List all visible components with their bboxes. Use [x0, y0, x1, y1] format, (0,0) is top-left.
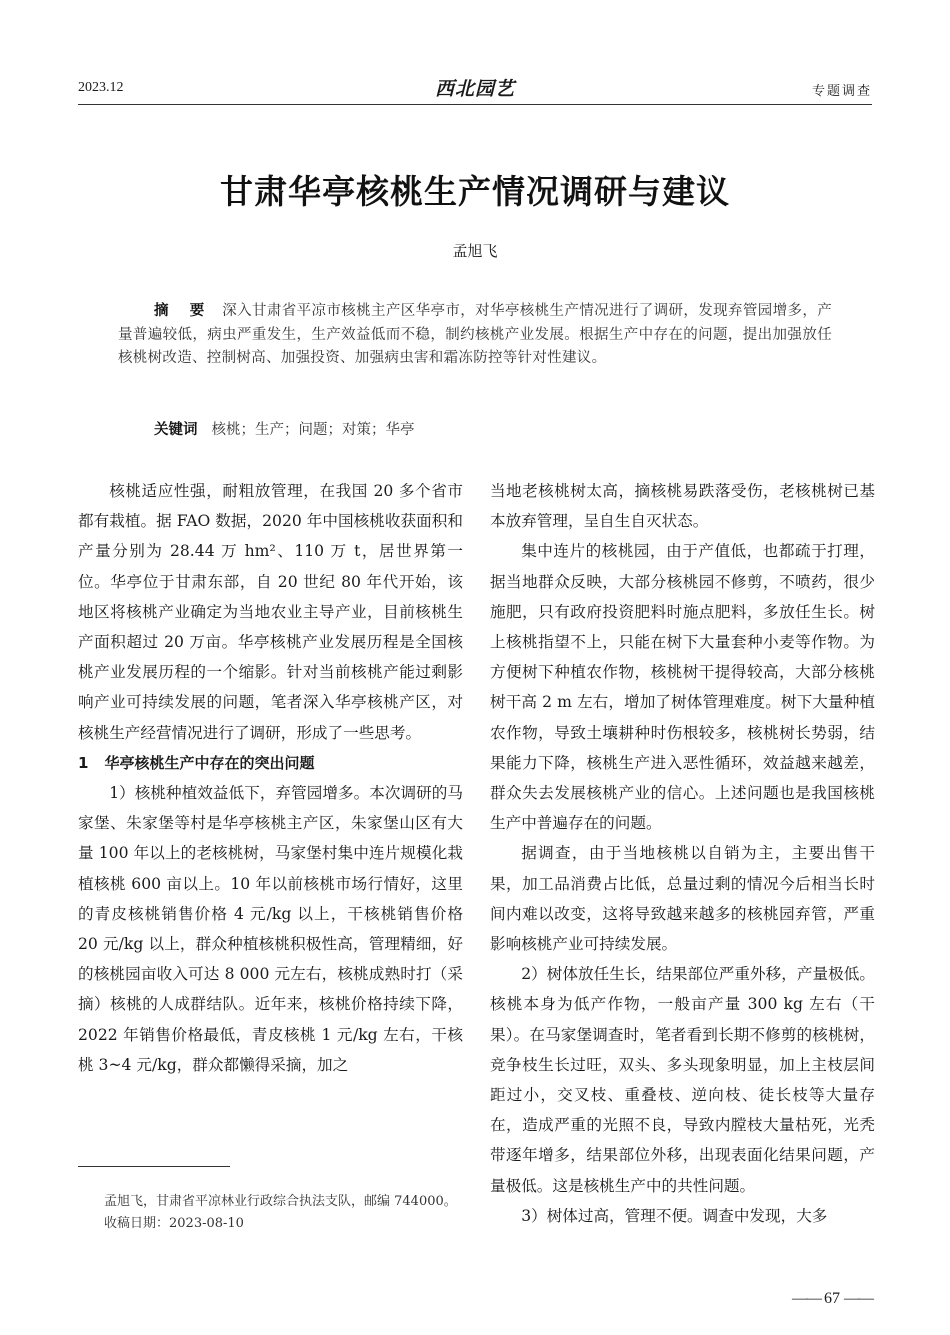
page-number-dash-right: ——	[844, 1290, 872, 1307]
footnote-author-info: 孟旭飞，甘肃省平凉林业行政综合执法支队，邮编 744000。	[104, 1194, 457, 1209]
body-paragraph: 当地老核桃树太高，摘核桃易跌落受伤，老核桃树已基本放弃管理，呈自生自灭状态。	[490, 482, 875, 531]
header-section-label: 专题调查	[811, 84, 872, 99]
article-author: 孟旭飞	[452, 242, 498, 260]
abstract	[118, 300, 832, 371]
body-paragraph: 1）核桃种植效益低下，弃管园增多。本次调研的马家堡、朱家堡等村是华亭核桃主产区，朱家堡山区有大量 100 年以上的老核桃树，马家堡村集中连片规模化栽植核桃 600 亩以上。10 年以前核桃市场行情好，这里的青皮核桃销售价格 4 元/kg 以上，干核桃销售价格 20 元/kg 以上，群众种植核桃积极性高，管理精细，好的核桃园亩收入可达 8 000 元左右，核桃成熟时打（采摘）核桃的人成群结队。近年来，核桃价格持续下降，2022 年销售价格最低，青皮核桃 1 元/kg 左右，干核桃 3~4 元/kg，群众都懒得采摘，加之	[78, 784, 463, 1074]
footnote-received-date: 收稿日期：2023-08-10	[104, 1216, 244, 1231]
section-number: 1	[78, 753, 89, 772]
article-title: 甘肃华亭核桃生产情况调研与建议	[220, 172, 730, 211]
body-paragraph: 核桃适应性强，耐粗放管理，在我国 20 多个省市都有栽植。据 FAO 数据，2020 年中国核桃收获面积和产量分别为 28.44 万 hm²、110 万 t，居世界第一位。华亭位于甘肃东部，自 20 世纪 80 年代开始，该地区将核桃产业确定为当地农业主导产业，目前核桃生产面积超过 20 万亩。华亭核桃产业发展历程是全国核桃产业发展历程的一个缩影。针对当前核桃产能过剩影响产业可持续发展的问题，笔者深入华亭核桃产区，对核桃生产经营情况进行了调研，形成了一些思考。	[78, 482, 463, 742]
body-paragraph: 3）树体过高，管理不便。调查中发现，大多	[521, 1206, 828, 1225]
keywords-label: 关键词	[154, 422, 198, 438]
body-column-right	[490, 476, 875, 1231]
body-paragraph: 据调查，由于当地核桃以自销为主，主要出售干果，加工品消费占比低，总量过剩的情况今后相当长时间内难以改变，这将导致越来越多的核桃园弃管，严重影响核桃产业可持续发展。	[490, 844, 875, 954]
keywords	[154, 418, 415, 439]
abstract-text: 深入甘肃省平凉市核桃主产区华亭市，对华亭核桃生产情况进行了调研，发现弃管园增多，产量普遍较低，病虫严重发生，生产效益低而不稳，制约核桃产业发展。根据生产中存在的问题，提出加强放任核桃树改造、控制树高、加强投资、加强病虫害和霜冻防控等针对性建议。	[118, 303, 832, 366]
body-paragraph: 集中连片的核桃园，由于产值低，也都疏于打理，据当地群众反映，大部分核桃园不修剪，不喷药，很少施肥，只有政府投资肥料时施点肥料，多放任生长。树上核桃指望不上，只能在树下大量套种小麦等作物。为方便树下种植农作物，核桃树干提得较高，大部分核桃树干高 2 m 左右，增加了树体管理难度。树下大量种植农作物，导致土壤耕种时伤根较多，核桃树长势弱，结果能力下降，核桃生产进入恶性循环，效益越来越差，群众失去发展核桃产业的信心。上述问题也是我国核桃生产中普遍存在的问题。	[490, 542, 875, 833]
footnote-divider	[78, 1166, 230, 1167]
body-paragraph: 2）树体放任生长，结果部位严重外移，产量极低。核桃本身为低产作物，一般亩产量 300 kg 左右（干果）。在马家堡调查时，笔者看到长期不修剪的核桃树，竞争枝生长过旺，双头、多头现象明显，加上主枝层间距过小，交叉枝、重叠枝、逆向枝、徒长枝等大量存在，造成严重的光照不良，导致内膛枝大量枯死，光秃带逐年增多，结果部位外移，出现表面化结果问题，产量极低。这是核桃生产中的共性问题。	[490, 965, 875, 1195]
journal-logo: 西北园艺	[434, 78, 515, 100]
footnote	[78, 1191, 463, 1235]
abstract-label: 摘 要	[154, 303, 213, 319]
body-column-left	[78, 476, 463, 1080]
section-heading	[78, 748, 463, 778]
page-number-dash-left: ——	[792, 1290, 820, 1307]
header-date: 2023.12	[78, 80, 124, 95]
keywords-text: 核桃；生产；问题；对策；华亭	[211, 422, 415, 438]
section-title: 华亭核桃生产中存在的突出问题	[104, 753, 315, 772]
page-number-value: 67	[824, 1290, 840, 1307]
header-divider	[78, 104, 872, 105]
page-number	[0, 1290, 872, 1308]
